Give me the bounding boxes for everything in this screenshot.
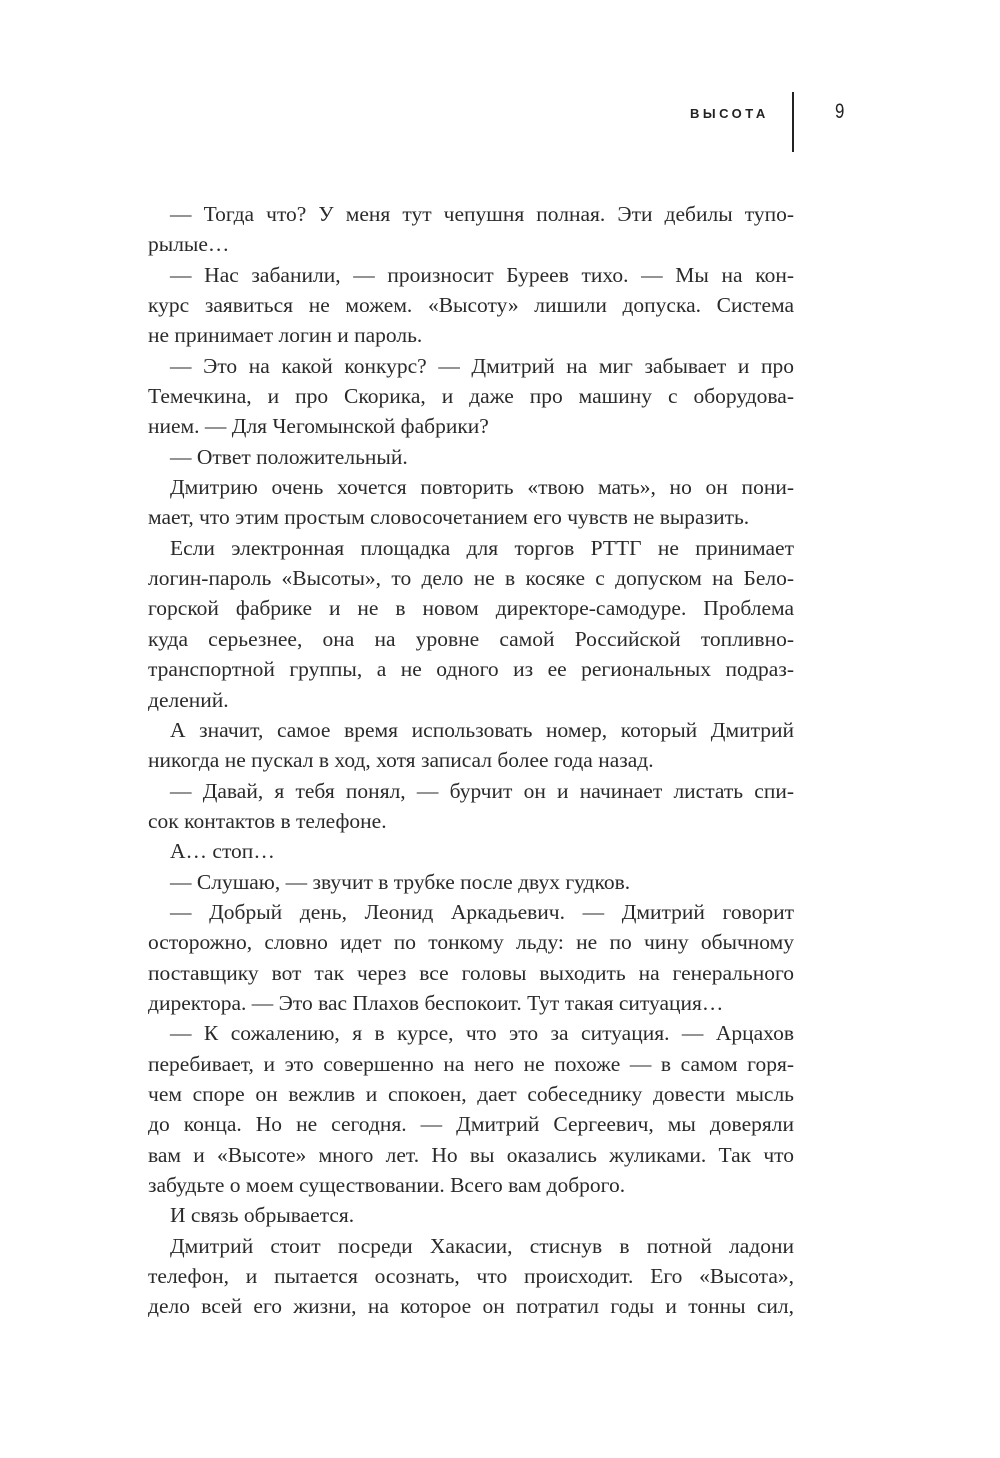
- paragraph: [148, 351, 794, 442]
- text-line: куда серьезнее, она на уровне самой Российской топливно-: [148, 626, 794, 651]
- text-line: А… стоп…: [170, 839, 275, 864]
- page-number: 9: [835, 100, 845, 123]
- text-line: А значит, самое время использовать номер, который Дмитрий: [170, 717, 794, 742]
- paragraph: [148, 1018, 794, 1200]
- text-line: телефон, и пытается осознать, что происходит. Его «Высота»,: [148, 1264, 794, 1289]
- text-line: мает, что этим простым словосочетанием его чувств не выразить.: [148, 505, 750, 530]
- paragraph: [148, 1231, 794, 1322]
- text-line: — Добрый день, Леонид Аркадьевич. — Дмитрий говорит: [170, 899, 794, 924]
- text-line: чем споре он вежлив и спокоен, дает собеседнику довести мысль: [148, 1081, 794, 1106]
- text-line: — К сожалению, я в курсе, что это за ситуация. — Арцахов: [170, 1021, 794, 1046]
- text-line: — Тогда что? У меня тут чепушня полная. Эти дебилы тупо-: [170, 202, 794, 226]
- text-line: перебивает, и это совершенно на него не похоже — в самом горя-: [148, 1051, 794, 1076]
- text-line: — Это на какой конкурс? — Дмитрий на миг забывает и про: [170, 353, 794, 378]
- text-line: до конца. Но не сегодня. — Дмитрий Сергеевич, мы доверяли: [148, 1112, 794, 1137]
- text-line: курс заявиться не можем. «Высоту» лишили допуска. Система: [148, 293, 794, 318]
- text-line: вам и «Высоте» много лет. Но вы оказались жуликами. Так что: [148, 1142, 794, 1167]
- paragraph: [148, 533, 794, 715]
- paragraph: [148, 442, 794, 472]
- paragraph: [148, 199, 794, 260]
- text-line: Дмитрию очень хочется повторить «твою мать», но он пони-: [170, 475, 794, 500]
- text-line: никогда не пускал в ход, хотя записал более года назад.: [148, 748, 654, 773]
- paragraph: [148, 1200, 794, 1230]
- text-line: нием. — Для Чегомынской фабрики?: [148, 414, 489, 439]
- text-line: рылые…: [148, 232, 230, 257]
- text-line: сок контактов в телефоне.: [148, 808, 387, 833]
- text-line: осторожно, словно идет по тонкому льду: не по чину обычному: [148, 930, 794, 955]
- header-divider: [792, 92, 794, 152]
- paragraph: [148, 836, 794, 866]
- paragraph: [148, 472, 794, 533]
- text-line: — Давай, я тебя понял, — бурчит он и начинает листать спи-: [170, 778, 794, 803]
- paragraph: [148, 867, 794, 897]
- text-line: И связь обрывается.: [170, 1203, 355, 1228]
- text-line: поставщику вот так через все головы выходить на генерального: [148, 960, 794, 985]
- text-line: не принимает логин и пароль.: [148, 323, 423, 348]
- paragraph: [148, 260, 794, 351]
- body-text: [148, 199, 794, 1322]
- running-title: ВЫСОТА: [690, 106, 769, 121]
- text-line: транспортной группы, а не одного из ее региональных подраз-: [148, 657, 794, 682]
- text-line: Темечкина, и про Скорика, и даже про машину с оборудова-: [148, 384, 794, 409]
- text-line: Если электронная площадка для торгов РТТГ не принимает: [170, 535, 794, 560]
- text-line: забудьте о моем существовании. Всего вам доброго.: [148, 1173, 626, 1197]
- paragraph: [148, 897, 794, 1018]
- text-line: директора. — Это вас Плахов беспокоит. Тут такая ситуация…: [148, 990, 724, 1015]
- text-line: логин-пароль «Высоты», то дело не в косяке с допуском на Бело-: [148, 566, 794, 591]
- text-line: дело всей его жизни, на которое он потратил годы и тонны сил,: [148, 1294, 794, 1319]
- text-line: — Нас забанили, — произносит Буреев тихо. — Мы на кон-: [170, 262, 794, 287]
- text-line: делений.: [148, 687, 229, 712]
- text-line: горской фабрике и не в новом директоре-самодуре. Проблема: [148, 596, 794, 621]
- text-line: — Слушаю, — звучит в трубке после двух гудков.: [170, 869, 631, 894]
- paragraph: [148, 715, 794, 776]
- text-line: Дмитрий стоит посреди Хакасии, стиснув в потной ладони: [170, 1233, 794, 1258]
- paragraph: [148, 776, 794, 837]
- text-line: — Ответ положительный.: [170, 444, 408, 469]
